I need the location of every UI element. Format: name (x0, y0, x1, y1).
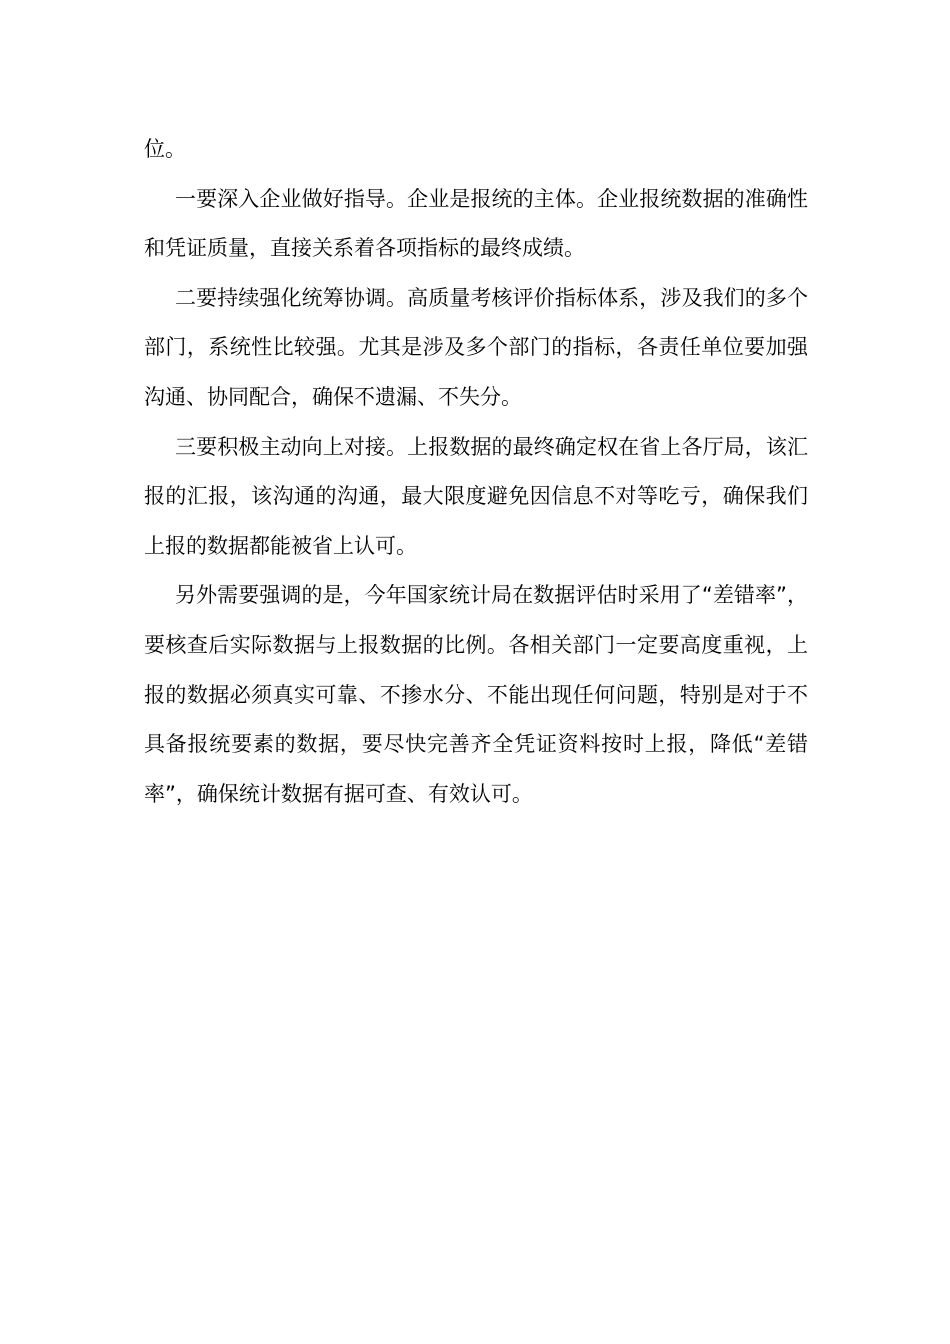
paragraph-upward-liaison: 三要积极主动向上对接。上报数据的最终确定权在省上各厅局，该汇报的汇报，该沟通的沟通，最大限度避免因信息不对等吃亏，确保我们上报的数据都能被省上认可。 (144, 434, 808, 558)
document-body (144, 125, 808, 819)
paragraph-continuation: 位。 (144, 137, 186, 161)
paragraph-error-rate: 另外需要强调的是，今年国家统计局在数据评估时采用了“差错率”，要核查后实际数据与上报数据的比例。各相关部门一定要高度重视，上报的数据必须真实可靠、不掺水分、不能出现任何问题，特别是对于不具备报统要素的数据，要尽快完善齐全凭证资料按时上报，降低“差错率”，确保统计数据有据可查、有效认可。 (144, 583, 808, 806)
paragraph-coordination: 二要持续强化统筹协调。高质量考核评价指标体系，涉及我们的多个部门，系统性比较强。尤其是涉及多个部门的指标，各责任单位要加强沟通、协同配合，确保不遗漏、不失分。 (144, 285, 808, 409)
paragraph-guidance: 一要深入企业做好指导。企业是报统的主体。企业报统数据的准确性和凭证质量，直接关系着各项指标的最终成绩。 (144, 186, 808, 261)
